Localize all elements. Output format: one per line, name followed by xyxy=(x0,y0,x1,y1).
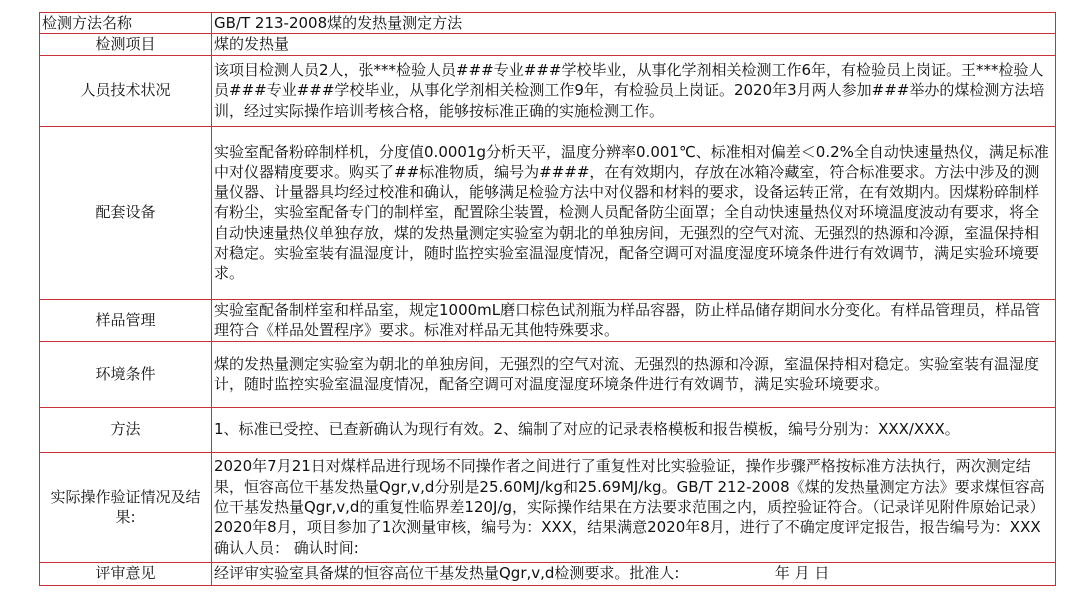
approval-date: 年 月 日 xyxy=(774,564,830,583)
value-equipment: 实验室配备粉碎制样机，分度值0.0001g分析天平，温度分辨率0.001℃、标准相对偏差＜0.2%全自动快速量热仪，满足标准中对仪器精度要求。购买了##标准物质，编号为####，在有效期内，存放在冰箱冷藏室，符合标准要求。方法中涉及的测量仪器、计量器具均经过校准和确认，能够满足检验方法中对仪器和材料的要求，设备运转正常，在有效期内。因煤粉碎制样有粉尘，实验室配备专门的制样室，配置除尘装置，检测人员配备防尘面罩；全自动快速量热仪对环境温度波动有要求，将全自动快速量热仪单独存放，煤的发热量测定实验室为朝北的单独房间，无强烈的空气对流、无强烈的热源和冷源，室温保持相对稳定。实验室装有温湿度计，随时监控实验室温湿度情况，配备空调可对温度湿度环境条件进行有效调节，满足实验环境要求。 xyxy=(212,126,1056,299)
label-environment: 环境条件 xyxy=(40,341,212,407)
value-sample-management: 实验室配备制样室和样品室，规定1000mL磨口棕色试剂瓶为样品容器，防止样品储存期间水分变化。有样品管理员，样品管理符合《样品处置程序》要求。标准对样品无其他特殊要求。 xyxy=(212,299,1056,341)
verification-record-table xyxy=(39,12,1056,586)
label-personnel: 人员技术状况 xyxy=(40,55,212,126)
label-method: 方法 xyxy=(40,407,212,452)
value-test-item: 煤的发热量 xyxy=(212,34,1056,55)
row-sample-management xyxy=(40,299,1056,341)
row-equipment xyxy=(40,126,1056,299)
row-personnel xyxy=(40,55,1056,126)
row-verification-result xyxy=(40,452,1056,562)
row-review-opinion xyxy=(40,562,1056,585)
value-method-name: GB/T 213-2008煤的发热量测定方法 xyxy=(212,13,1056,34)
row-method-name xyxy=(40,13,1056,34)
label-verification-result: 实际操作验证情况及结果: xyxy=(40,452,212,562)
row-test-item xyxy=(40,34,1056,55)
value-review-opinion xyxy=(212,562,1056,585)
review-opinion-text: 经评审实验室具备煤的恒容高位干基发热量Qgr,v,d检测要求。批准人: xyxy=(214,564,680,583)
row-method xyxy=(40,407,1056,452)
value-verification-result: 2020年7月21日对煤样品进行现场不同操作者之间进行了重复性对比实验验证，操作步骤严格按标准方法执行，两次测定结果，恒容高位干基发热量Qgr,v,d分别是25.60MJ/kg和25.69MJ/kg。GB/T 212-2008《煤的发热量测定方法》要求煤恒容高位干基发热量Qgr,v,d的重复性临界差120J/g，实际操作结果在方法要求范围之内，质控验证符合。（记录详见附件原始记录）2020年8月，项目参加了1次测量审核，编号为：XXX，结果满意2020年8月，进行了不确定度评定报告，报告编号为：XXX 确认人员： 确认时间: xyxy=(212,452,1056,562)
label-review-opinion: 评审意见 xyxy=(40,562,212,585)
value-personnel: 该项目检测人员2人，张***检验人员###专业###学校毕业，从事化学剂相关检测工作6年，有检验员上岗证。王***检验人员###专业###学校毕业，从事化学剂相关检测工作9年，有检验员上岗证。2020年3月两人参加###举办的煤检测方法培训，经过实际操作培训考核合格，能够按标准正确的实施检测工作。 xyxy=(212,55,1056,126)
label-equipment: 配套设备 xyxy=(40,126,212,299)
value-method: 1、标准已受控、已查新确认为现行有效。2、编制了对应的记录表格模板和报告模板，编号分别为：XXX/XXX。 xyxy=(212,407,1056,452)
row-environment xyxy=(40,341,1056,407)
value-environment: 煤的发热量测定实验室为朝北的单独房间，无强烈的空气对流、无强烈的热源和冷源，室温保持相对稳定。实验室装有温湿度计，随时监控实验室温湿度情况，配备空调可对温度湿度环境条件进行有效调节，满足实验环境要求。 xyxy=(212,341,1056,407)
label-sample-management: 样品管理 xyxy=(40,299,212,341)
approval-date-gap xyxy=(680,564,775,582)
label-test-item: 检测项目 xyxy=(40,34,212,55)
label-method-name: 检测方法名称 xyxy=(40,13,212,34)
